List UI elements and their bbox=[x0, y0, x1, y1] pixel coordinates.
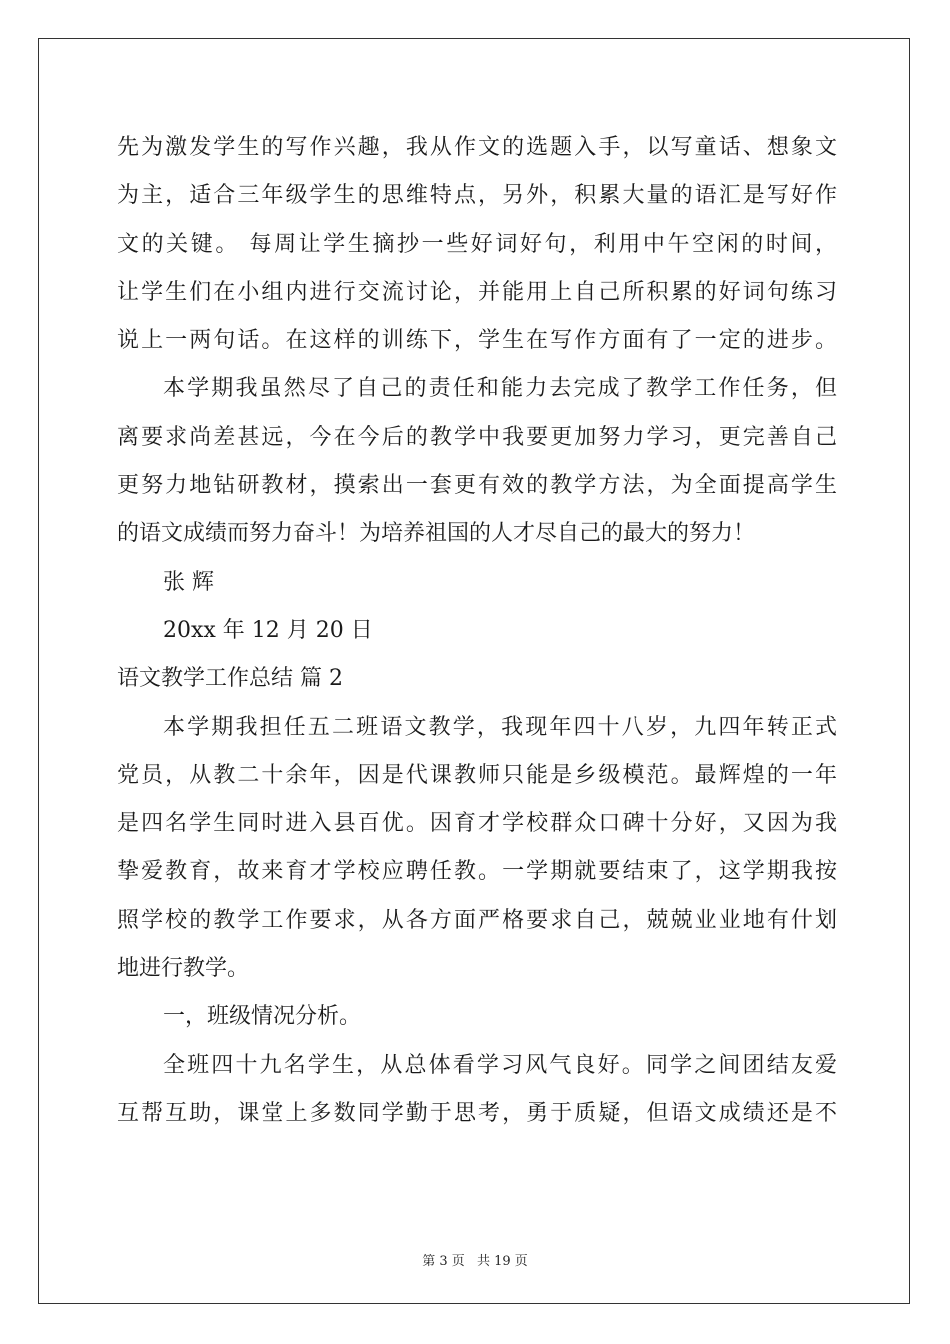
text-line: 党员，从教二十余年，因是代课教师只能是乡级模范。最辉煌的一年 bbox=[117, 762, 837, 788]
document-body bbox=[117, 124, 837, 1138]
text-line: 先为激发学生的写作兴趣，我从作文的选题入手，以写童话、想象文 bbox=[117, 135, 837, 160]
text-line: 让学生们在小组内进行交流讨论，并能用上自己所积累的好词句练习 bbox=[117, 279, 837, 305]
text-line: 为主，适合三年级学生的思维特点，另外，积累大量的语汇是写好作 bbox=[117, 183, 837, 209]
page-footer bbox=[0, 1250, 950, 1269]
text-line: 更努力地钻研教材，摸索出一套更有效的教学方法，为全面提高学生 bbox=[117, 473, 837, 499]
text-line: 张 辉 bbox=[163, 569, 214, 595]
text-line: 本学期我虽然尽了自己的责任和能力去完成了教学工作任务，但 bbox=[163, 376, 837, 402]
text-line: 地进行教学。 bbox=[117, 956, 250, 982]
text-line: 互帮互助，课堂上多数同学勤于思考，勇于质疑，但语文成绩还是不 bbox=[117, 1100, 837, 1126]
text-line: 全班四十九名学生，从总体看学习风气良好。同学之间团结友爱 bbox=[163, 1052, 837, 1078]
text-line: 的语文成绩而努力奋斗！为培养祖国的人才尽自己的最大的努力！ bbox=[117, 521, 756, 547]
text-line: 一，班级情况分析。 bbox=[163, 1004, 362, 1030]
page-number: 第 3 页 bbox=[422, 1254, 465, 1269]
page-total: 共 19 页 bbox=[476, 1254, 528, 1269]
text-line: 20xx 年 12 月 20 日 bbox=[163, 617, 373, 643]
text-line: 挚爱教育，故来育才学校应聘任教。一学期就要结束了，这学期我按 bbox=[117, 859, 837, 885]
text-line: 离要求尚差甚远，今在今后的教学中我要更加努力学习，更完善自己 bbox=[117, 424, 837, 450]
text-line: 照学校的教学工作要求，从各方面严格要求自己，兢兢业业地有什划 bbox=[117, 907, 837, 933]
text-line: 文的关键。 每周让学生摘抄一些好词好句，利用中午空闲的时间， bbox=[117, 231, 837, 257]
text-line: 语文教学工作总结 篇 2 bbox=[117, 666, 343, 692]
text-line: 本学期我担任五二班语文教学，我现年四十八岁，九四年转正式 bbox=[163, 714, 837, 740]
text-line: 说上一两句话。在这样的训练下，学生在写作方面有了一定的进步。 bbox=[117, 328, 837, 354]
text-line: 是四名学生同时进入县百优。因育才学校群众口碑十分好，又因为我 bbox=[117, 811, 837, 837]
